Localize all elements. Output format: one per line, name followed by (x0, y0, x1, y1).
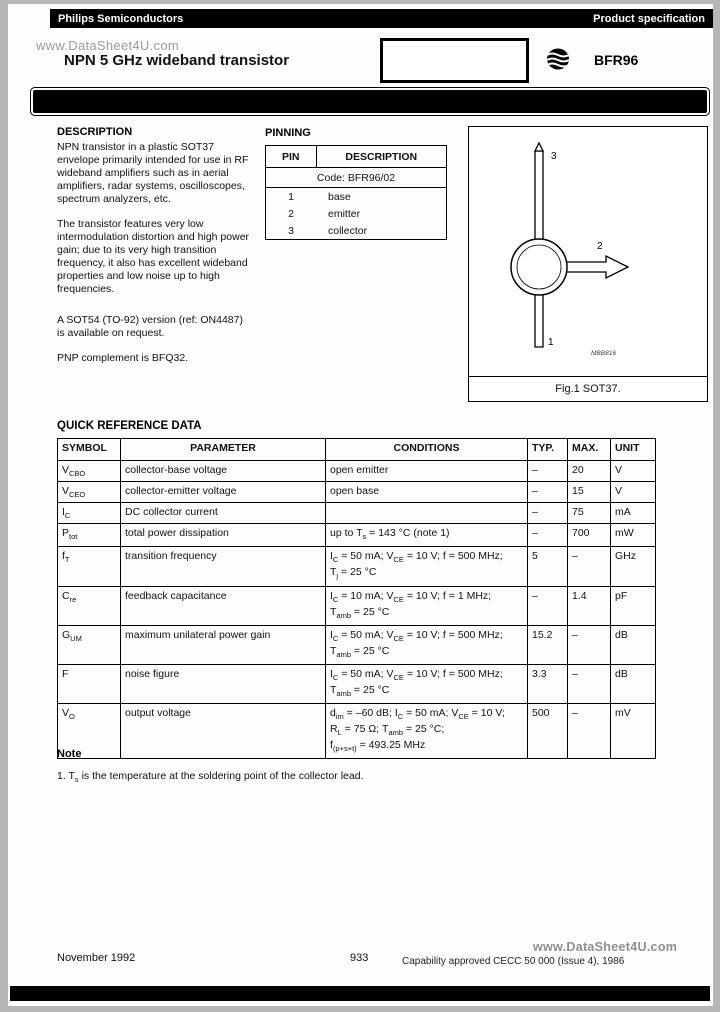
qrd-conditions: $d_{im} = -60$ dB; $I_C = 50$ mA; $V_{CE} = 10$ V; $R_L = 75$ Ω; $T_{amb} = 25$ °C; $f_{(p+s+t)} = 493.25$ MHz (326, 704, 528, 759)
qrd-conditions: open emitter (326, 461, 528, 482)
qrd-parameter: maximum unilateral power gain (121, 625, 326, 664)
qrd-typ: 500 (528, 704, 568, 759)
figure-box (468, 126, 708, 402)
note-heading: Note (57, 748, 82, 760)
qrd-max: 1.4 (568, 586, 611, 625)
qrd-unit: dB (611, 625, 656, 664)
pinning-col-pin: PIN (266, 146, 317, 168)
description-paragraph: The transistor features very low intermodulation distortion and high power gain; due to its very high transition frequency, it also has excellent wideband properties and low noise up to high frequencies. (57, 218, 250, 295)
pin-row (266, 188, 447, 206)
qrd-row (58, 503, 656, 524)
qrd-typ: – (528, 586, 568, 625)
qrd-max: 15 (568, 482, 611, 503)
philips-logo-icon (545, 47, 571, 71)
qrd-max: 20 (568, 461, 611, 482)
qrd-typ: – (528, 461, 568, 482)
sot37-drawing (469, 127, 707, 376)
pin-row (266, 205, 447, 222)
qrd-col-unit: UNIT (611, 439, 656, 461)
qrd-row (58, 625, 656, 664)
pin-label-3: 3 (551, 151, 557, 162)
qrd-unit: V (611, 482, 656, 503)
qrd-symbol: $P_{tot}$ (58, 524, 121, 547)
page-header-bar (50, 9, 713, 28)
qrd-symbol: $C_{re}$ (58, 586, 121, 625)
pin-description: collector (328, 224, 368, 237)
qrd-max: – (568, 625, 611, 664)
qrd-unit: GHz (611, 547, 656, 586)
pinning-heading: PINNING (265, 127, 311, 139)
pin-number: 2 (288, 207, 294, 220)
qrd-max: – (568, 664, 611, 703)
qrd-symbol: $V_{CEO}$ (58, 482, 121, 503)
qrd-max: – (568, 547, 611, 586)
qrd-row (58, 482, 656, 503)
qrd-symbol: $V_O$ (58, 704, 121, 759)
qrd-typ: – (528, 482, 568, 503)
pin-description: base (328, 190, 351, 203)
qrd-table (57, 438, 656, 759)
pinning-code: Code: BFR96/02 (266, 168, 447, 188)
qrd-unit: mW (611, 524, 656, 547)
qrd-parameter: DC collector current (121, 503, 326, 524)
pin-description: emitter (328, 207, 361, 220)
qrd-unit: dB (611, 664, 656, 703)
qrd-row (58, 461, 656, 482)
watermark-top: www.DataSheet4U.com (36, 38, 179, 53)
footer-page-number: 933 (350, 952, 369, 964)
qrd-max: 700 (568, 524, 611, 547)
type-number-box (380, 38, 529, 83)
description-paragraph: PNP complement is BFQ32. (57, 352, 189, 364)
pinning-code-row (266, 168, 447, 188)
qrd-parameter: output voltage (121, 704, 326, 759)
qrd-parameter: collector-base voltage (121, 461, 326, 482)
description-paragraph: NPN transistor in a plastic SOT37 envelope primarily intended for use in RF wideband amplifiers such as in aerial amplifiers, radar systems, oscilloscopes, spectrum analyzers, etc. (57, 141, 249, 205)
qrd-row (58, 704, 656, 759)
drawing-code: MBB816 (591, 350, 616, 357)
qrd-table-wrap (57, 438, 656, 759)
qrd-row (58, 524, 656, 547)
qrd-col-parameter: PARAMETER (121, 439, 326, 461)
qrd-unit: mA (611, 503, 656, 524)
pin-label-2: 2 (597, 241, 603, 252)
qrd-parameter: transition frequency (121, 547, 326, 586)
qrd-conditions (326, 503, 528, 524)
qrd-conditions: $I_C = 50$ mA; $V_{CE} = 10$ V; f = 500 MHz; $T_{amb} = 25$ °C (326, 625, 528, 664)
page-title: NPN 5 GHz wideband transistor (64, 52, 290, 69)
qrd-col-conditions: CONDITIONS (326, 439, 528, 461)
qrd-conditions: up to $T_s = 143$ °C (note 1) (326, 524, 528, 547)
footer-date: November 1992 (57, 952, 136, 964)
qrd-conditions: $I_C = 50$ mA; $V_{CE} = 10$ V; f = 500 MHz; $T_j = 25$ °C (326, 547, 528, 586)
pin-number: 1 (288, 190, 294, 203)
qrd-max: – (568, 704, 611, 759)
qrd-typ: 5 (528, 547, 568, 586)
description-heading: DESCRIPTION (57, 126, 133, 138)
qrd-table-body (58, 461, 656, 759)
qrd-symbol: $I_C$ (58, 503, 121, 524)
qrd-unit: pF (611, 586, 656, 625)
qrd-header-row (58, 439, 656, 461)
pin-row (266, 222, 447, 240)
qrd-col-typ: TYP. (528, 439, 568, 461)
qrd-col-max: MAX. (568, 439, 611, 461)
qrd-unit: V (611, 461, 656, 482)
qrd-parameter: total power dissipation (121, 524, 326, 547)
qrd-row (58, 586, 656, 625)
pinning-table-body (266, 188, 447, 240)
pin-label-1: 1 (548, 337, 554, 348)
watermark-bottom: www.DataSheet4U.com (533, 940, 678, 954)
pin-number: 3 (288, 224, 294, 237)
qrd-typ: – (528, 503, 568, 524)
qrd-max: 75 (568, 503, 611, 524)
qrd-typ: 15.2 (528, 625, 568, 664)
pinning-header-row (266, 146, 447, 168)
note-item: 1. $T_s$ is the temperature at the soldering point of the collector lead. (57, 770, 364, 785)
qrd-symbol: $f_T$ (58, 547, 121, 586)
qrd-parameter: collector-emitter voltage (121, 482, 326, 503)
qrd-typ: – (528, 524, 568, 547)
qrd-row (58, 547, 656, 586)
qrd-symbol: $V_{CBO}$ (58, 461, 121, 482)
qrd-heading: QUICK REFERENCE DATA (57, 420, 202, 432)
pinning-table (265, 145, 447, 240)
qrd-symbol: F (58, 664, 121, 703)
header-spec-type: Product specification (593, 12, 705, 25)
qrd-unit: mV (611, 704, 656, 759)
part-number: BFR96 (594, 52, 639, 68)
description-text (57, 141, 253, 377)
qrd-parameter: feedback capacitance (121, 586, 326, 625)
qrd-row (58, 664, 656, 703)
footer-capability-note: Capability approved CECC 50 000 (Issue 4), 1986 (402, 956, 625, 967)
bottom-rule-bar (10, 986, 710, 1001)
separator-band (30, 87, 710, 116)
qrd-col-symbol: SYMBOL (58, 439, 121, 461)
description-paragraph: A SOT54 (TO-92) version (ref: ON4487) is available on request. (57, 314, 243, 339)
header-company: Philips Semiconductors (58, 12, 184, 25)
qrd-conditions: open base (326, 482, 528, 503)
pinning-col-description: DESCRIPTION (316, 146, 447, 168)
figure-caption: Fig.1 SOT37. (469, 376, 707, 401)
pinning-table-wrap (265, 145, 447, 240)
qrd-conditions: $I_C = 10$ mA; $V_{CE} = 10$ V; f = 1 MHz; $T_{amb} = 25$ °C (326, 586, 528, 625)
qrd-conditions: $I_C = 50$ mA; $V_{CE} = 10$ V; f = 500 MHz; $T_{amb} = 25$ °C (326, 664, 528, 703)
qrd-parameter: noise figure (121, 664, 326, 703)
qrd-symbol: $G_{UM}$ (58, 625, 121, 664)
qrd-typ: 3.3 (528, 664, 568, 703)
